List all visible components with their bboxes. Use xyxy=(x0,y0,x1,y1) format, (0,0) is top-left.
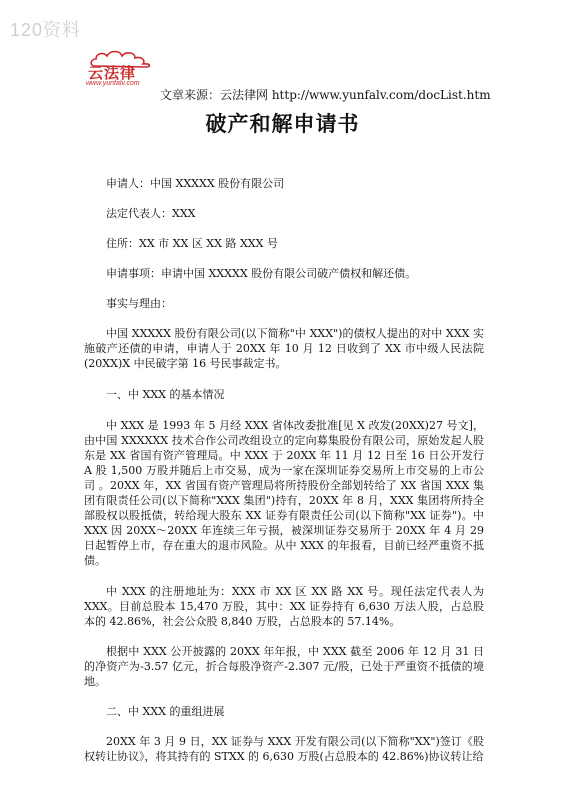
applicant-line: 申请人：中国 XXXXX 股份有限公司 xyxy=(106,177,285,190)
logo-url: www.yunfalv.com xyxy=(86,80,140,87)
page-title: 破产和解申请书 xyxy=(205,111,360,136)
legal-rep-line: 法定代表人：XXX xyxy=(106,207,196,220)
watermark-text: 120资料 xyxy=(10,20,82,40)
facts-heading: 事实与理由： xyxy=(106,297,172,310)
paragraph-restructuring: 20XX 年 3 月 9 日，XX 证券与 XXX 开发有限公司(以下简称"XX")签订《股权转让协议》，将其持有的 STXX 的 6,630 万股(占总股本的 42.86%)协议转让给 xyxy=(84,735,484,763)
document-body xyxy=(84,176,484,764)
paragraph-annual-report: 根据中 XXX 公开披露的 20XX 年年报，中 XXX 截至 2006 年 12 月 31 日的净资产为-3.57 亿元，折合每股净资产-2.307 元/股，已处于严重资不抵债的境地。 xyxy=(84,645,484,688)
paragraph-registration: 中 XXX 的注册地址为：XXX 市 XX 区 XX 路 XX 号。现任法定代表人为 XXX。目前总股本 15,470 万股，其中：XX 证券持有 6,630 万法人股，占总股本的 42.86%，社会公众股 8,840 万股，占总股本的 57.14%。 xyxy=(84,585,484,628)
site-logo[interactable] xyxy=(82,48,160,92)
paragraph-basic-info: 中 XXX 是 1993 年 5 月经 XXX 省体改委批准[见 X 改发(20XX)27 号文]，由中国 XXXXXX 技术合作公司改组设立的定向募集股份有限公司，原始发起人股东是 XX 省国有资产管理局。中 XXX 于 20XX 年 11 月 12 日至 16 日公开发行 A 股 1,500 万股并随后上市交易，成为一家在深圳证券交易所上市交易的上市公司 。20XX 年，XX 省国有资产管理局将所持股份全部划转给了 XX 省国 XXX 集团有限责任公司(以下简称"XXX 集团")持有，20XX 年 8 月，XXX 集团将所持全部股权以股抵债，转给现大股东 XX 证券有限责任公司(以下简称"XX 证券")。中 XXX 因 20XX～20XX 年连续三年亏损，被深圳证券交易所于 20XX 年 4 月 29 日起暂停上市，存在重大的退市风险。从中 XXX 的年报看，目前已经严重资不抵债。 xyxy=(84,419,484,567)
request-line: 申请事项：申请中国 XXXXX 股份有限公司破产债权和解还债。 xyxy=(106,267,417,280)
logo-name: 云法律 xyxy=(88,64,137,82)
section-heading-2: 二、中 XXX 的重组进展 xyxy=(106,705,225,718)
section-heading-1: 一、中 XXX 的基本情况 xyxy=(106,388,225,401)
source-line[interactable]: 文章来源：云法律网 http://www.yunfalv.com/docList.htm xyxy=(160,88,491,102)
paragraph-intro: 中国 XXXXX 股份有限公司(以下简称"中 XXX")的债权人提出的对中 XXX 实施破产还债的申请，申请人于 20XX 年 10 月 12 日收到了 XX 市中级人民法院(20XX)X 中民破字第 16 号民事裁定书。 xyxy=(84,327,484,370)
address-line: 住所：XX 市 XX 区 XX 路 XXX 号 xyxy=(106,237,278,250)
